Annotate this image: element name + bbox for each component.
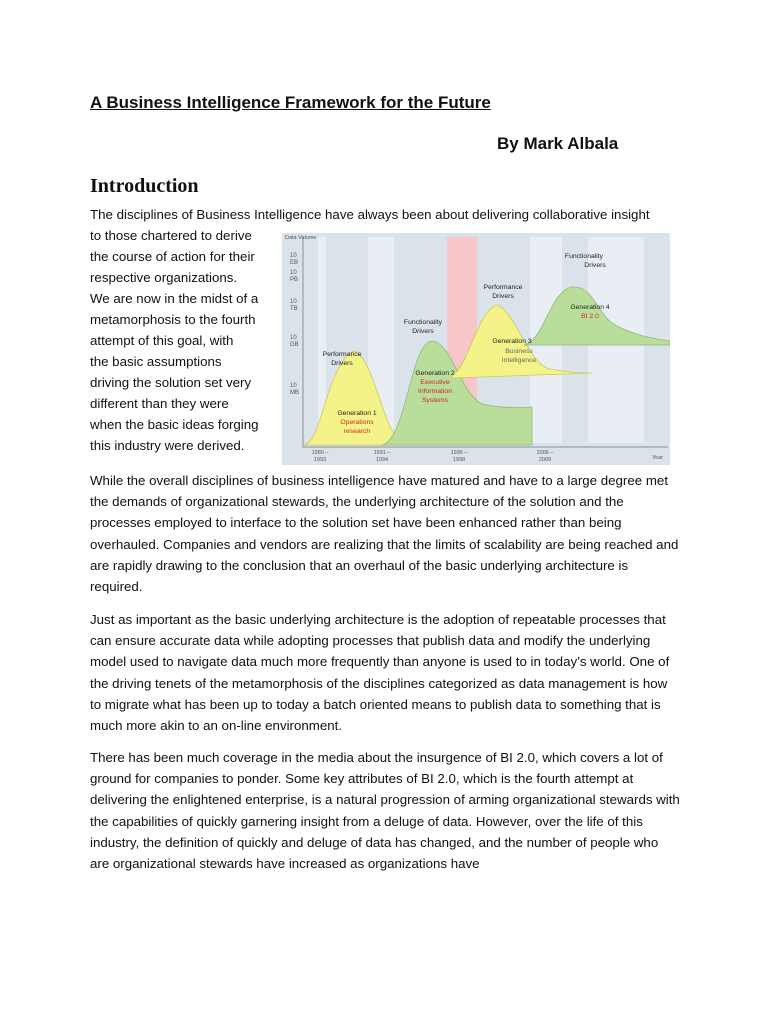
y-tick-unit: GB — [290, 342, 299, 348]
driver-label: Functionality — [564, 253, 604, 260]
intro-line: this industry were derived. — [90, 438, 245, 453]
generation-label: Generation 4 — [570, 304, 610, 311]
x-tick-label: 2009 — [538, 457, 552, 463]
intro-first-line: The disciplines of Business Intelligence have always been about delivering collaborative insight — [90, 207, 650, 222]
generation-description: BI 2.0 — [581, 313, 599, 320]
intro-line: the basic assumptions — [90, 354, 222, 369]
x-tick-label: 1991 – — [373, 450, 391, 456]
x-axis-title: Year — [652, 455, 664, 461]
driver-label: Drivers — [492, 293, 514, 300]
bi-generations-figure — [282, 233, 670, 465]
generation-label: Generation 1 — [337, 410, 377, 417]
y-tick-unit: MB — [290, 390, 299, 396]
driver-label: Drivers — [331, 360, 353, 367]
driver-label: Performance — [483, 284, 523, 291]
generation-description: Systems — [421, 397, 449, 404]
intro-line: to those chartered to derive — [90, 228, 252, 243]
x-tick-label: 1995 – — [450, 450, 468, 456]
driver-label: Functionality — [403, 319, 443, 326]
y-tick-label: 10 — [290, 383, 297, 389]
x-tick-label: 1998 — [452, 457, 466, 463]
generation-description: Operations — [340, 419, 374, 426]
x-tick-label: 2006 – — [536, 450, 554, 456]
author-byline: By Mark Albala — [497, 134, 619, 153]
y-tick-label: 10 — [290, 335, 297, 341]
generation-description: Executive — [420, 379, 450, 386]
body-paragraph: There has been much coverage in the media about the insurgence of BI 2.0, which covers a lot of ground for companies to ponder. Some key attributes of BI 2.0, which is the fourth attempt at delivering the enlightened enterprise, is a natural progression of arming organizational stewards with the capabilities of quickly garnering insight from a deluge of data. However, over the life of this industry, the definition of quickly and deluge of data has changed, and the number of people who are organizational stewards have increased as organizations have — [90, 750, 680, 872]
generation-description: research — [343, 428, 371, 435]
y-tick-label: 10 — [290, 299, 297, 305]
generation-label: Generation 3 — [492, 338, 532, 345]
intro-line: when the basic ideas forging — [90, 417, 259, 432]
intro-line: the course of action for their — [90, 249, 255, 264]
intro-line: attempt of this goal, with — [90, 333, 234, 348]
generation-description: Business — [505, 348, 533, 355]
driver-label: Drivers — [584, 262, 606, 269]
generation-description: Information — [417, 388, 453, 395]
y-tick-label: 10 — [290, 270, 297, 276]
document-title: A Business Intelligence Framework for the Future — [90, 93, 491, 112]
intro-line: metamorphosis to the fourth — [90, 312, 256, 327]
x-tick-label: 1993 — [313, 457, 327, 463]
driver-label: Performance — [322, 351, 362, 358]
y-axis-title: Data Volume — [285, 235, 317, 241]
generation-description: Intelligence — [501, 357, 537, 364]
intro-line: We are now in the midst of a — [90, 291, 259, 306]
intro-line: different than they were — [90, 396, 229, 411]
body-paragraph: Just as important as the basic underlying architecture is the adoption of repeatable processes that can ensure accurate data while adopting processes that publish data and modify the underlying model used to navigate data much more frequently than anyone is used to in today’s world. One of the driving tenets of the metamorphosis of the disciplines categorized as data management is how to migrate what has been up to today a batch oriented means to publish data to something that is much more akin to an on-line environment. — [90, 612, 670, 734]
y-tick-unit: EB — [290, 260, 299, 266]
x-tick-label: 1994 — [375, 457, 389, 463]
intro-line: respective organizations. — [90, 270, 238, 285]
y-tick-unit: TB — [290, 306, 298, 312]
x-tick-label: 1980 – — [311, 450, 329, 456]
intro-line: driving the solution set very — [90, 375, 252, 390]
y-tick-label: 10 — [290, 253, 297, 259]
generation-label: Generation 2 — [415, 370, 455, 377]
body-paragraph: While the overall disciplines of business intelligence have matured and have to a large degree met the demands of organizational stewards, the underlying architecture of the solution and the processes employed to interface to the solution set have been enhanced rather than being overhauled. Companies and vendors are realizing that the limits of scalability are being reached and are rapidly drawing to the conclusion that an overhaul of the basic underlying architecture is required. — [90, 473, 679, 595]
section-heading-introduction: Introduction — [90, 175, 199, 197]
driver-label: Drivers — [412, 328, 434, 335]
y-tick-unit: PB — [290, 277, 299, 283]
